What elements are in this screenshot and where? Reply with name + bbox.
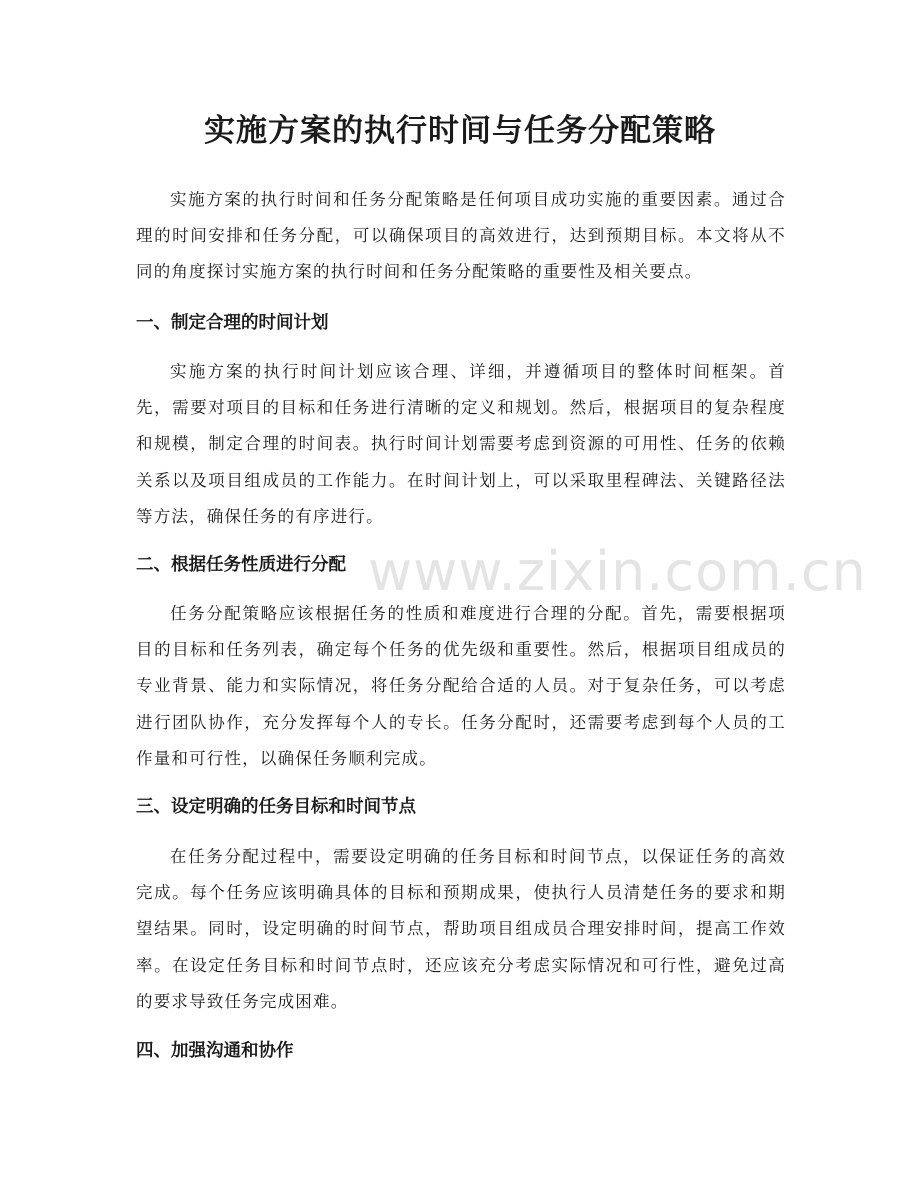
section-3-body: 在任务分配过程中，需要设定明确的任务目标和时间节点，以保证任务的高效完成。每个任务应该明确具体的目标和预期成果，使执行人员清楚任务的要求和期望结果。同时，设定明确的时间节点，帮助项目组成员合理安排时间，提高工作效率。在设定任务目标和时间节点时，还应该充分考虑实际情况和可行性，避免过高的要求导致任务完成困难。 [136,847,786,1011]
section-2-heading: 二、根据任务性质进行分配 [136,555,346,575]
section-2-body: 任务分配策略应该根据任务的性质和难度进行合理的分配。首先，需要根据项目的目标和任务列表，确定每个任务的优先级和重要性。然后，根据项目组成员的专业背景、能力和实际情况，将任务分配给合适的人员。对于复杂任务，可以考虑进行团队协作，充分发挥每个人的专长。任务分配时，还需要考虑到每个人员的工作量和可行性，以确保任务顺利完成。 [136,604,786,768]
document-title: 实施方案的执行时间与任务分配策略 [204,113,716,149]
section-1-body: 实施方案的执行时间计划应该合理、详细，并遵循项目的整体时间框架。首先，需要对项目的目标和任务进行清晰的定义和规划。然后，根据项目的复杂程度和规模，制定合理的时间表。执行时间计划需要考虑到资源的可用性、任务的依赖关系以及项目组成员的工作能力。在时间计划上，可以采取里程碑法、关键路径法等方法，确保任务的有序进行。 [136,362,786,526]
section-4-heading: 四、加强沟通和协作 [136,1041,294,1061]
section-1-heading: 一、制定合理的时间计划 [136,313,329,333]
intro-paragraph: 实施方案的执行时间和任务分配策略是任何项目成功实施的重要因素。通过合理的时间安排和任务分配，可以确保项目的高效进行，达到预期目标。本文将从不同的角度探讨实施方案的执行时间和任务分配策略的重要性及相关要点。 [136,190,786,282]
watermark: www.zixin.com.cn [368,540,867,603]
section-3-heading: 三、设定明确的任务目标和时间节点 [136,797,416,817]
